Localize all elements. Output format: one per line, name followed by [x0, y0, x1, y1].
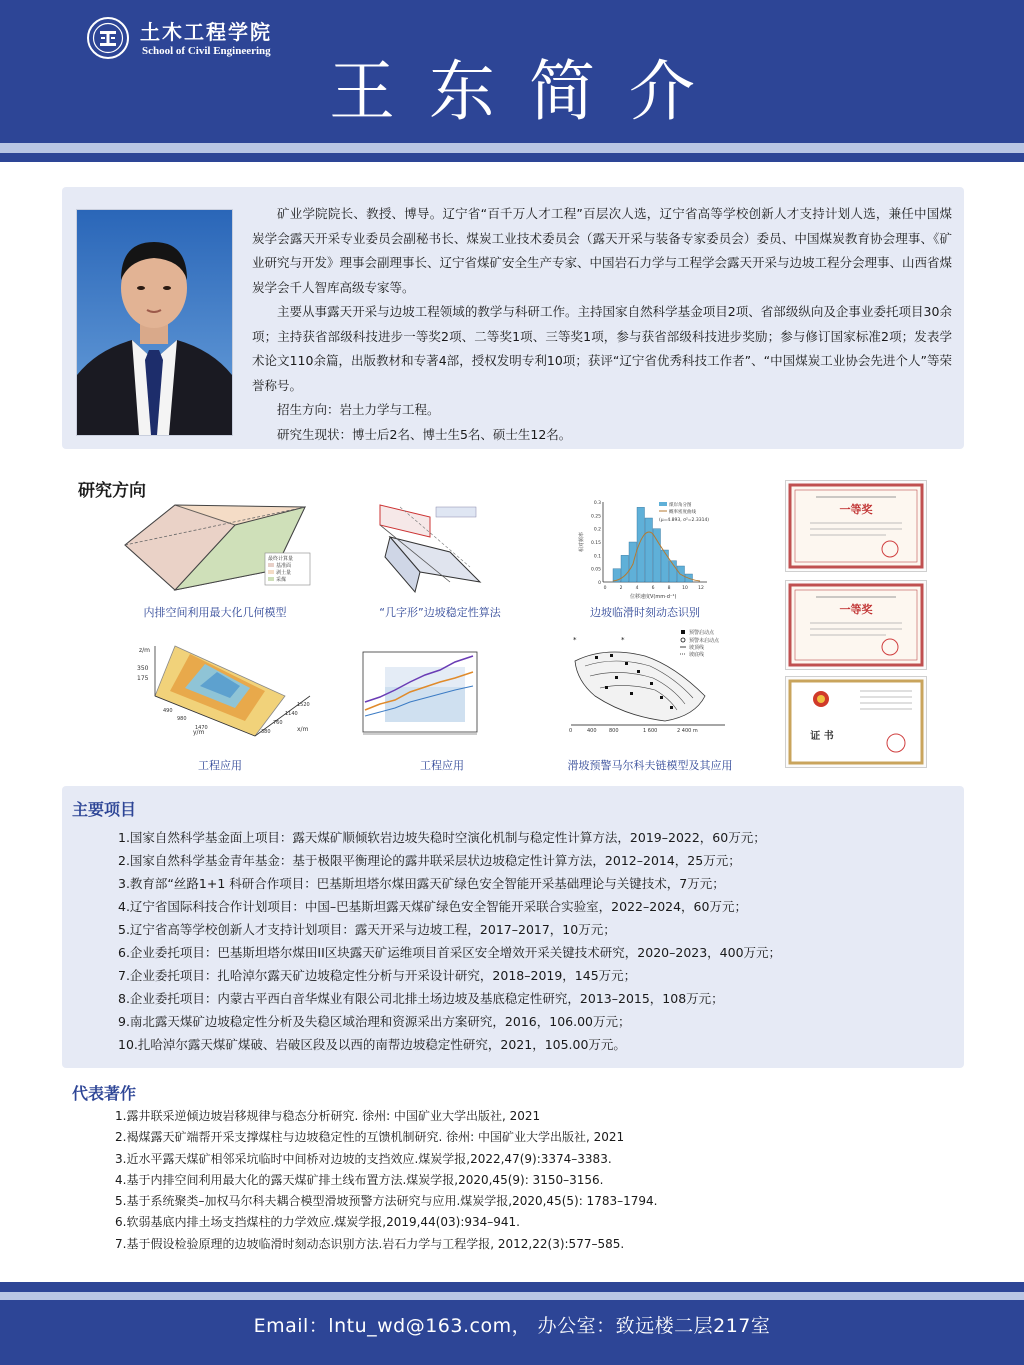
histogram-bar — [629, 542, 637, 582]
axis-tick: 1140 — [285, 711, 298, 717]
axis-label: z/m — [139, 647, 151, 654]
list-item: 3.近水平露天煤矿相邻采坑临时中间桥对边坡的支挡效应.煤炭学报,2022,47(9):3374–3383. — [115, 1151, 612, 1166]
list-item: 6.软弱基底内排土场支挡煤柱的力学效应.煤炭学报,2019,44(03):934–941. — [115, 1215, 521, 1230]
list-item: 1.露井联采逆倾边坡岩移规律与稳态分析研究. 徐州: 中国矿业大学出版社, 2021 — [115, 1109, 541, 1123]
histogram-ytick: 0.15 — [590, 541, 601, 546]
histogram-xlabel: 位移速度V(mm·d⁻¹) — [630, 594, 677, 600]
axis-tick: 350 — [137, 665, 149, 672]
list-item: 4.辽宁省国际科技合作计划项目：中国–巴基斯坦露天煤矿绿色安全智能开采联合实验室，2022–2024，60万元； — [118, 899, 747, 914]
histogram-ytick: 0.3 — [593, 501, 601, 506]
histogram-xtick: 12 — [698, 586, 704, 591]
list-item: 7.企业委托项目：扎哈淖尔露天矿边坡稳定性分析与开采设计研究，2018–2019，145万元； — [118, 968, 637, 983]
portrait-photo — [76, 209, 233, 436]
map-legend-item: 预警启动点 — [689, 630, 715, 636]
axis-tick: 490 — [163, 708, 173, 714]
axis-label: x/m — [297, 726, 309, 733]
contact-info: Email：lntu_wd@163.com， 办公室：致远楼二层217室 — [253, 1315, 771, 1337]
figure-caption: 边坡临滑时刻动态识别 — [590, 606, 700, 619]
award-certificate — [785, 676, 927, 768]
histogram-ytick: 0 — [598, 581, 601, 586]
histogram-stats: (μ=4.893, σ²=2.3314) — [659, 518, 710, 523]
engineering-plot-figure — [345, 642, 485, 750]
publications-heading: 代表著作 — [72, 1084, 137, 1103]
bio-paragraph: 主要从事露天开采与边坡工程领域的教学与科研工作。主持国家自然科学基金项目2项、省部级纵向及企事业委托项目30余项；主持获省部级科技进步一等奖2项、二等奖1项、三等奖1项，参与获省部级科技进步奖励；参与修订国家标准2项；发表学术论文110余篇，出版教材和专著4部，授权发明专利10项；获评“辽宁省优秀科技工作者”、“中国煤炭工业协会先进个人”等荣誉称号。 — [252, 304, 952, 393]
geometry-legend-item: 基准面 — [276, 563, 292, 569]
geometry-model-figure — [115, 495, 315, 595]
histogram-xtick: 6 — [651, 586, 655, 591]
axis-tick: 1520 — [297, 702, 310, 708]
geometry-legend-item: 采煤 — [276, 577, 287, 583]
histogram-xtick: 0 — [603, 586, 607, 591]
figure-caption: 工程应用 — [198, 759, 242, 772]
axis-tick: 980 — [177, 716, 187, 722]
figure-caption: 工程应用 — [420, 759, 464, 772]
histogram-ytick: 0.25 — [590, 514, 601, 520]
map-scale-tick: 0 — [569, 728, 573, 734]
slope-algorithm-figure — [370, 497, 490, 597]
certificate-award: 一等奖 — [839, 603, 873, 616]
list-item: 1.国家自然科学基金面上项目：露天煤矿顺倾软岩边坡失稳时空演化机制与稳定性计算方法，2019–2022，60万元； — [118, 830, 766, 845]
list-item: 9.南北露天煤矿边坡稳定性分析及失稳区域治理和资源采出方案研究，2016，106.00万元； — [118, 1014, 631, 1029]
axis-label: y/m — [193, 729, 205, 736]
map-legend-item: 坡顶线 — [689, 645, 705, 651]
histogram-bar — [661, 550, 669, 582]
histogram-bar — [637, 507, 645, 582]
list-item: 8.企业委托项目：内蒙古平西白音华煤业有限公司北排土场边坡及基底稳定性研究，2013–2015，108万元； — [118, 991, 724, 1006]
list-item: 3.教育部“丝路1+1 科研合作项目：巴基斯坦塔尔煤田露天矿绿色安全智能开采基础理论与关键技术，7万元； — [118, 876, 725, 891]
bio-paragraph: 招生方向：岩土力学与工程。 — [277, 402, 440, 417]
list-item: 6.企业委托项目：巴基斯坦塔尔煤田II区块露天矿运维项目首采区安全增效开采关键技术研究，2020–2023，400万元； — [118, 945, 782, 960]
map-legend-item: 预警未启动点 — [689, 638, 720, 644]
footer-stripe-dark — [0, 1282, 1024, 1292]
bio-paragraph: 矿业学院院长、教授、博导。辽宁省“百千万人才工程”百层次人选，辽宁省高等学校创新人才支持计划人选，兼任中国煤炭学会露天开采专业委员会副秘书长、煤炭工业技术委员会（露天开采与装备专家委员会）委员、中国煤炭教育协会理事、《矿业研究与开发》理事会副理事长、辽宁省煤矿安全生产专家、中国岩石力学与工程学会露天开采与边坡工程分会理事、山西省煤炭学会千人智库高级专家等。 — [252, 206, 953, 295]
certificate-award: 证 书 — [810, 731, 834, 742]
projects-list — [118, 826, 781, 1056]
award-certificate — [785, 580, 927, 670]
research-heading: 研究方向 — [78, 481, 146, 501]
histogram-ytick: 0.05 — [590, 567, 601, 573]
header-stripe-light — [0, 143, 1024, 153]
axis-tick: 380 — [261, 729, 271, 735]
bio-text — [252, 202, 952, 447]
svg-text:*: * — [573, 636, 577, 644]
list-item: 2.褐煤露天矿端帮开采支撑煤柱与边坡稳定性的互馈机制研究. 徐州: 中国矿业大学出版社, 2021 — [115, 1130, 625, 1145]
bio-paragraph: 研究生现状：博士后2名、博士生5名、硕士生12名。 — [277, 426, 572, 442]
map-scale-tick: 2 400 m — [677, 728, 698, 734]
histogram-xtick: 8 — [667, 586, 671, 591]
histogram-xtick: 4 — [635, 586, 639, 591]
histogram-xtick: 10 — [682, 586, 688, 591]
map-scale-tick: 400 — [587, 728, 597, 734]
axis-tick: 760 — [273, 720, 283, 726]
histogram-ylabel: 相对频率 — [579, 531, 585, 552]
map-scale-tick: 800 — [609, 728, 619, 734]
map-legend-item: 坡底线 — [689, 652, 705, 658]
histogram-figure — [575, 494, 715, 602]
svg-text:*: * — [621, 636, 625, 644]
list-item: 5.基于系统聚类–加权马尔科夫耦合模型滑坡预警方法研究与应用.煤炭学报,2020,45(5): 1783–1794. — [115, 1194, 658, 1209]
list-item: 4.基于内排空间利用最大化的露天煤矿排土线布置方法.煤炭学报,2020,45(9): 3150–3156. — [115, 1172, 604, 1187]
award-certificate — [785, 480, 927, 572]
axis-tick: 1470 — [195, 725, 208, 731]
3d-engineering-figure — [135, 636, 335, 751]
map-scale-tick: 1 600 — [643, 728, 658, 734]
school-name-cn: 土木工程学院 — [140, 20, 272, 44]
school-name-en: School of Civil Engineering — [142, 45, 271, 57]
publications-list — [115, 1106, 657, 1255]
footer-stripe-light — [0, 1292, 1024, 1300]
list-item: 2.国家自然科学基金青年基金：基于极限平衡理论的露井联采层状边坡稳定性计算方法，2012–2014，25万元； — [118, 853, 741, 868]
figure-caption: 滑坡预警马尔科夫链模型及其应用 — [567, 759, 733, 772]
histogram-legend-item: 煤岸角分图 — [669, 503, 692, 508]
histogram-xtick: 2 — [619, 586, 623, 591]
page-title: 王东简介 — [329, 53, 729, 130]
list-item: 7.基于假设检验原理的边坡临滑时刻动态识别方法.岩石力学与工程学报, 2012,22(3):577–585. — [115, 1236, 625, 1251]
histogram-ytick: 0.1 — [593, 554, 601, 560]
projects-heading: 主要项目 — [72, 800, 137, 819]
axis-tick: 175 — [137, 675, 149, 682]
histogram-bar — [645, 518, 653, 582]
list-item: 10.扎哈淖尔露天煤矿煤破、岩破区段及以西的南帮边坡稳定性研究，2021，105.00万元。 — [118, 1037, 626, 1052]
geometry-legend-item: 剥土量 — [276, 570, 292, 576]
figure-caption: “几字形”边坡稳定性算法 — [379, 606, 501, 619]
list-item: 5.辽宁省高等学校创新人才支持计划项目：露天开采与边坡工程，2017–2017，10万元； — [118, 922, 616, 937]
figure-caption: 内排空间利用最大化几何模型 — [143, 606, 287, 619]
landslide-map-figure — [565, 626, 745, 734]
certificate-award: 一等奖 — [839, 503, 873, 516]
geometry-legend-item: 最终计算量 — [268, 556, 294, 562]
header-stripe-dark — [0, 153, 1024, 162]
histogram-ytick: 0.2 — [593, 527, 601, 533]
histogram-legend-item: 概率密度曲线 — [669, 510, 696, 515]
